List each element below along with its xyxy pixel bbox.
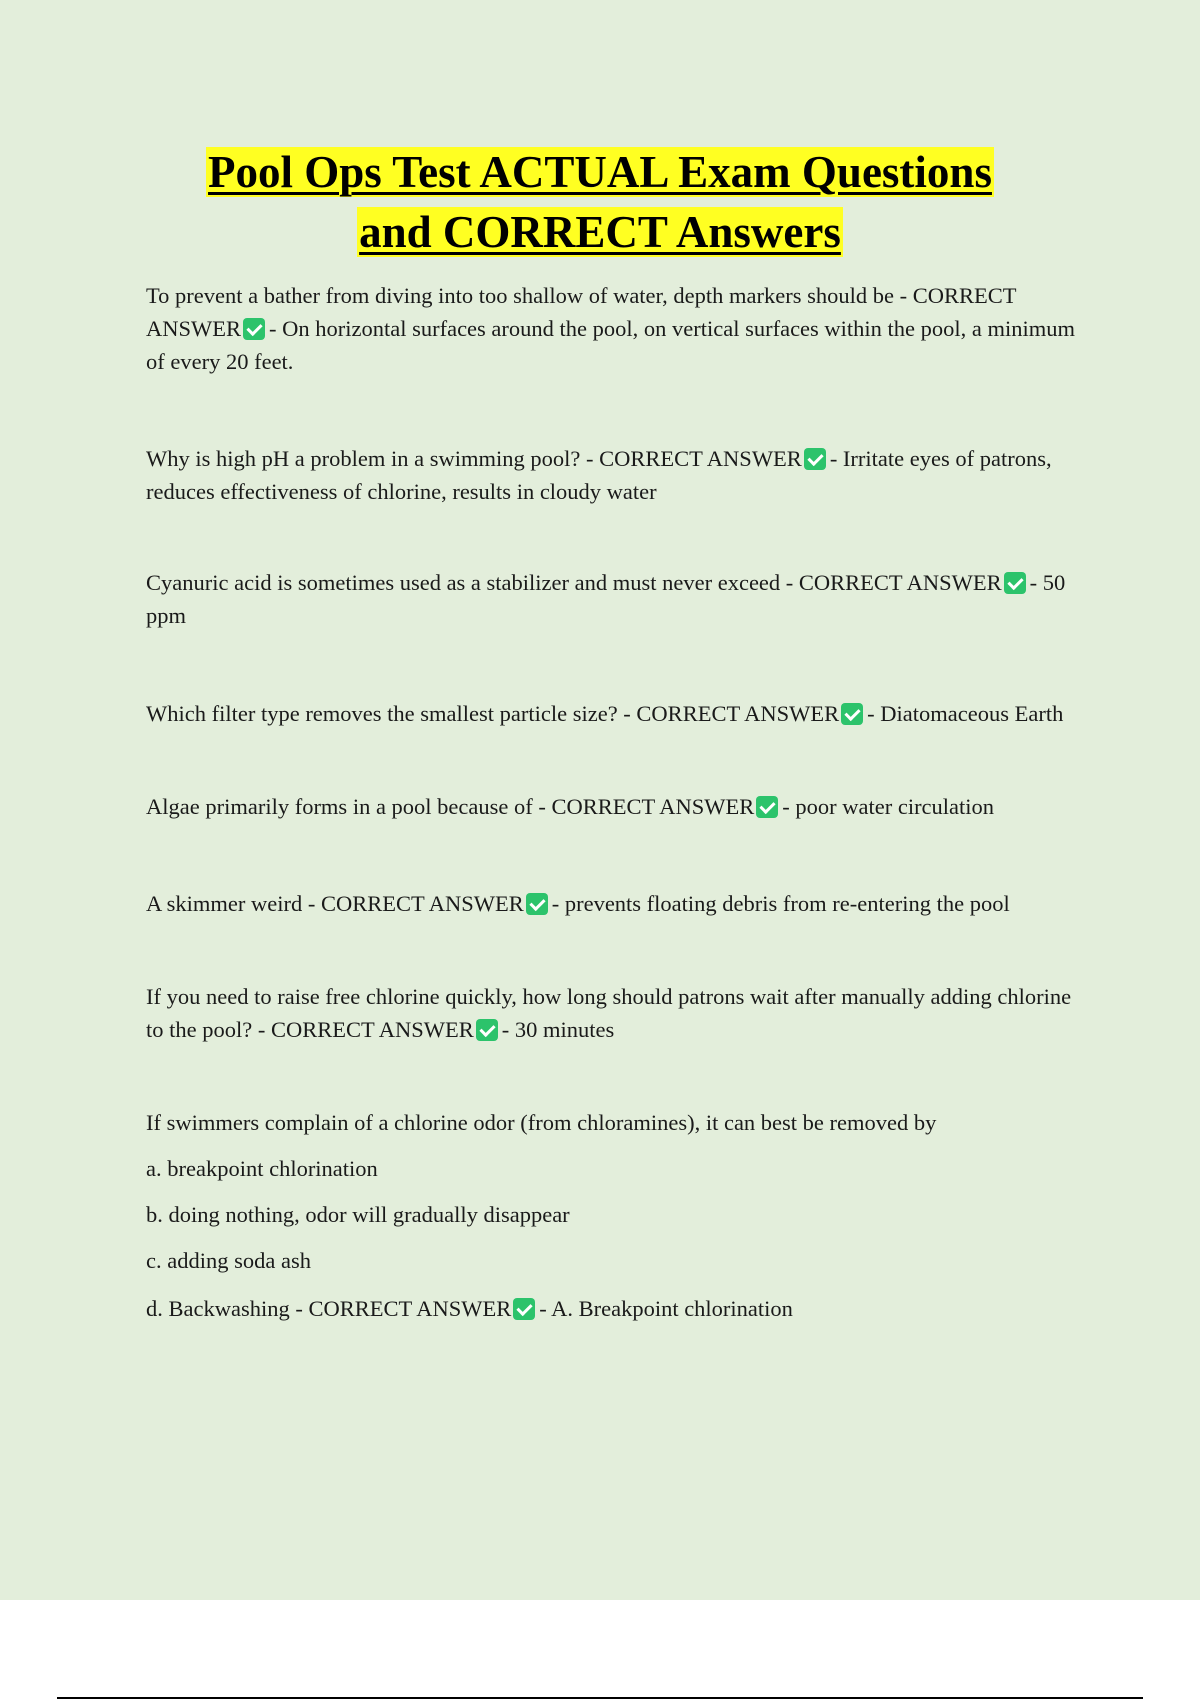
mc-question-text: If swimmers complain of a chlorine odor (from chloramines), it can best be removed by [146, 1110, 937, 1135]
mc-option-c: c. adding soda ash [146, 1248, 311, 1273]
check-mark-icon [804, 448, 826, 470]
question-text: To prevent a bather from diving into too shallow of water, depth markers should be - CORRECT ANSWER [146, 283, 1017, 341]
multi-choice-question [146, 1106, 1086, 1325]
mc-answer-text: - A. Breakpoint chlorination [539, 1296, 793, 1321]
qa-item-2 [146, 442, 1086, 508]
check-mark-icon [526, 893, 548, 915]
answer-text: - 30 minutes [501, 1017, 615, 1042]
check-mark-icon [756, 796, 778, 818]
mc-option-d-text: d. Backwashing - CORRECT ANSWER [146, 1296, 512, 1321]
answer-text: - 50 ppm [146, 570, 1066, 628]
answer-text: - On horizontal surfaces around the pool, on vertical surfaces within the pool, a minimum of every 20 feet. [146, 316, 1076, 374]
answer-text: - Irritate eyes of patrons, reduces effectiveness of chlorine, results in cloudy water [146, 446, 1052, 504]
question-text: Cyanuric acid is sometimes used as a stabilizer and must never exceed - CORRECT ANSWER [146, 570, 1002, 595]
answer-text: - poor water circulation [782, 794, 995, 819]
footer-divider [57, 1697, 1143, 1699]
check-mark-icon [841, 703, 863, 725]
mc-option-a: a. breakpoint chlorination [146, 1156, 378, 1181]
mc-option-b: b. doing nothing, odor will gradually disappear [146, 1202, 570, 1227]
question-text: Why is high pH a problem in a swimming pool? - CORRECT ANSWER [146, 446, 802, 471]
qa-item-3 [146, 566, 1086, 632]
check-mark-icon [243, 318, 265, 340]
check-mark-icon [513, 1298, 535, 1320]
qa-list [146, 279, 1086, 1325]
mc-option-d [146, 1292, 1086, 1325]
answer-text: - prevents floating debris from re-entering the pool [551, 891, 1010, 916]
title-line-1: Pool Ops Test ACTUAL Exam Questions [208, 147, 992, 197]
check-mark-icon [1004, 572, 1026, 594]
qa-item-4 [146, 697, 1086, 730]
question-text: Which filter type removes the smallest particle size? - CORRECT ANSWER [146, 701, 840, 726]
question-text: Algae primarily forms in a pool because of - CORRECT ANSWER [146, 794, 755, 819]
question-text: A skimmer weird - CORRECT ANSWER [146, 891, 524, 916]
answer-text: - Diatomaceous Earth [867, 701, 1064, 726]
qa-item-7 [146, 980, 1086, 1046]
qa-item-5 [146, 790, 1086, 823]
title-line-2: and CORRECT Answers [359, 207, 841, 257]
qa-item-1 [146, 279, 1086, 378]
question-text: If you need to raise free chlorine quickly, how long should patrons wait after manually adding chlorine to the pool? - CORRECT ANSWER [146, 984, 1072, 1042]
qa-item-6 [146, 887, 1086, 920]
page-title [0, 142, 1200, 262]
check-mark-icon [476, 1019, 498, 1041]
